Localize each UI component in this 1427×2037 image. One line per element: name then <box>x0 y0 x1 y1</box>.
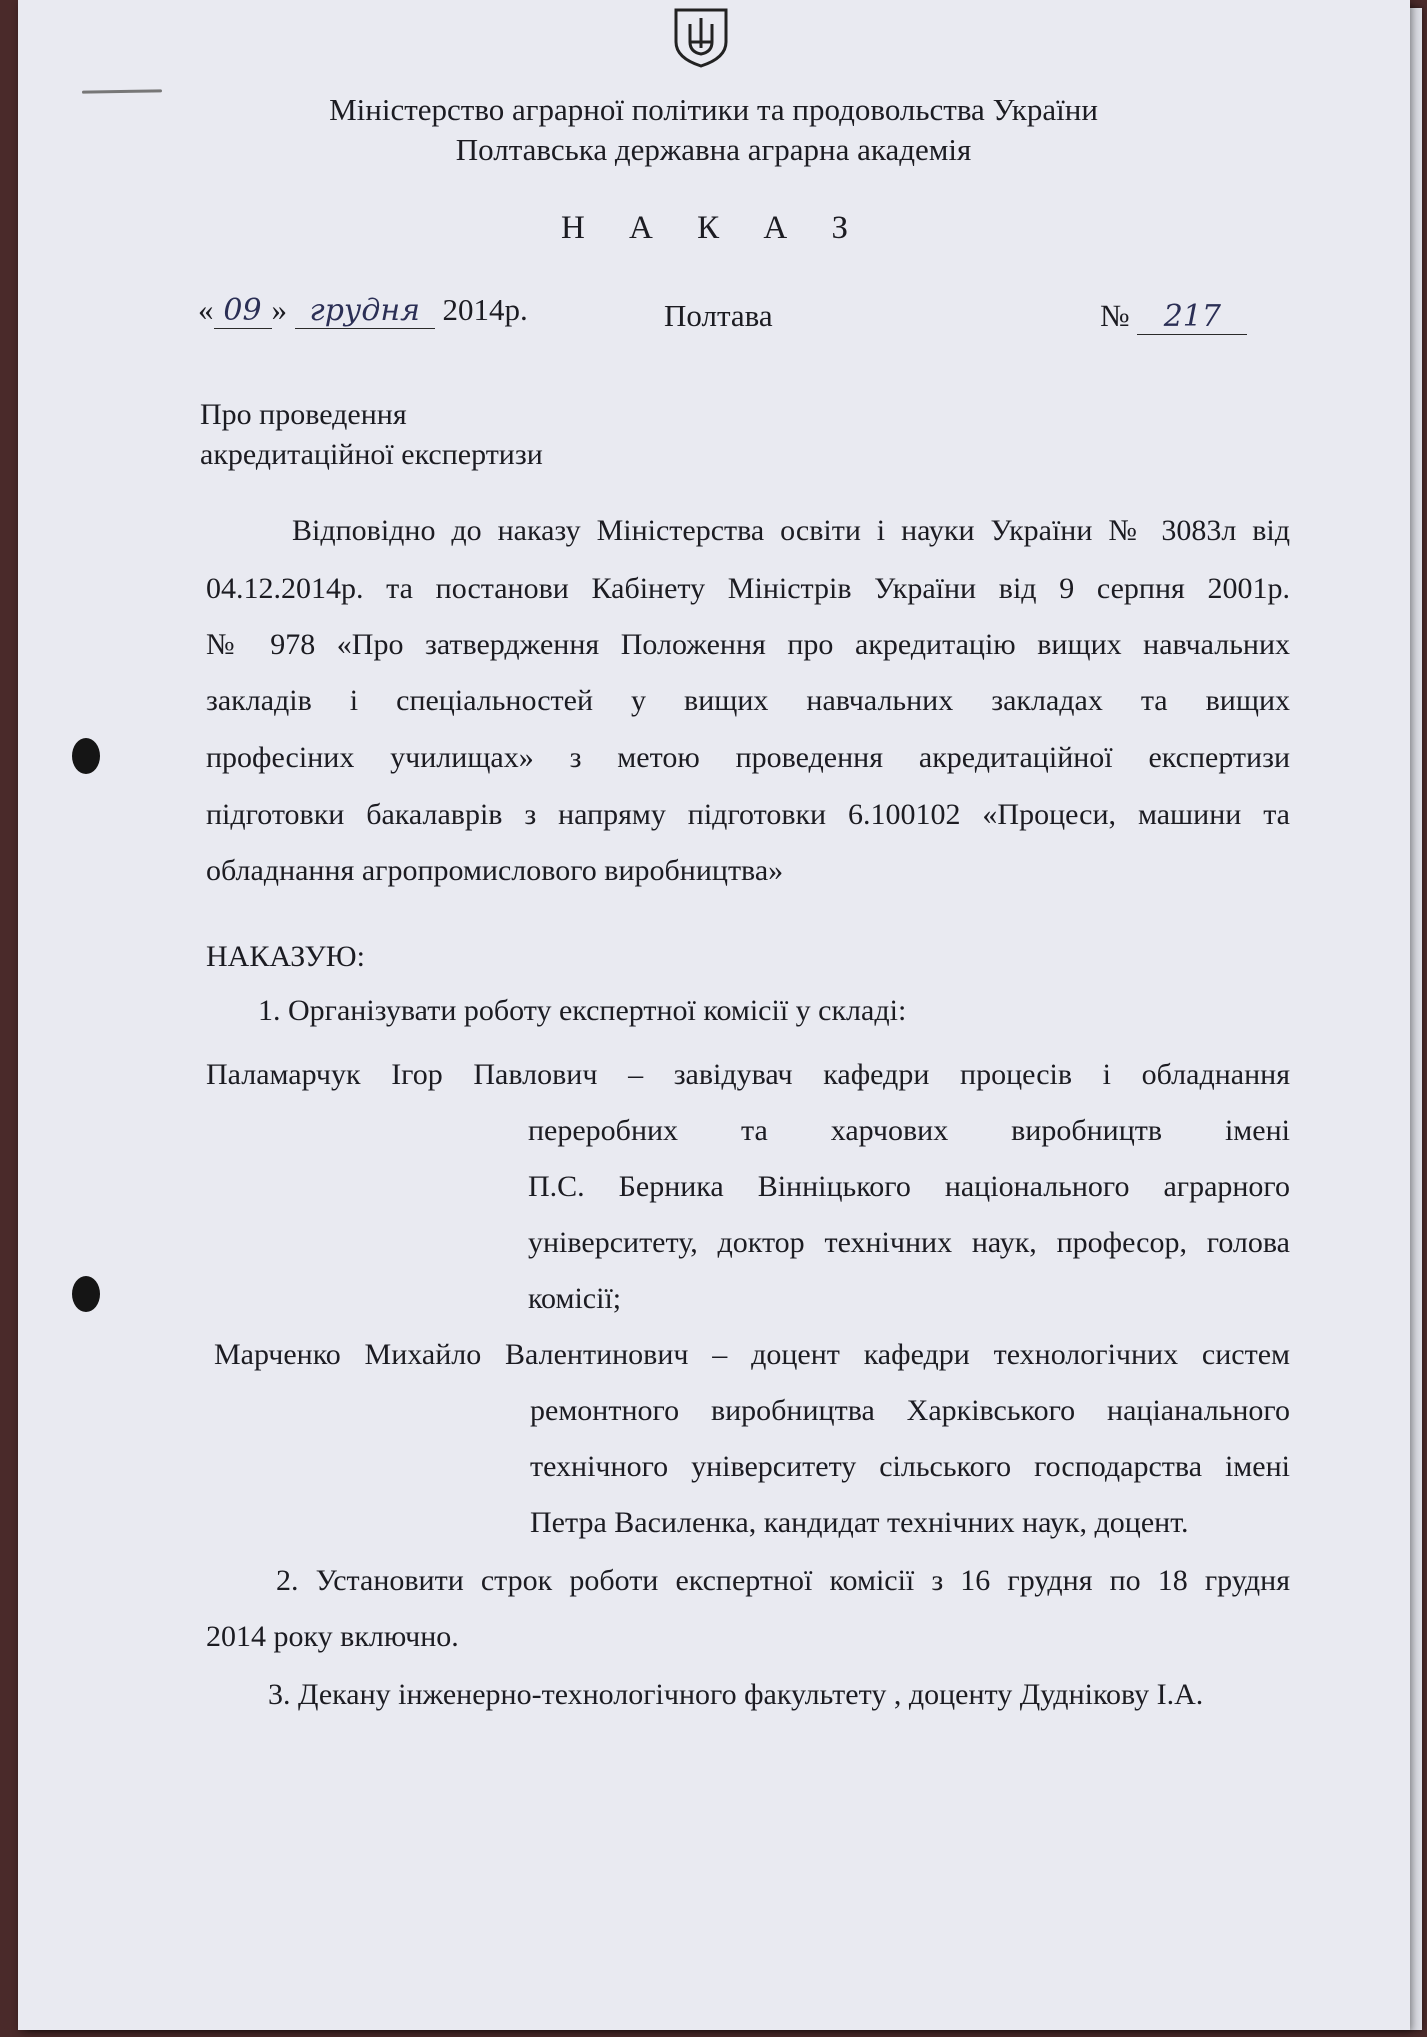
preamble-line: професіних училищах» з метою проведення акредитаційної експертизи <box>206 741 1290 774</box>
academy-name: Полтавська державна аграрна академія <box>455 132 972 167</box>
ministry-name: Міністерство аграрної політики та продовольства України <box>329 92 1098 127</box>
item-3-line: 3. Декану інженерно-технологічного факультету , доценту Дуднікову І.А. <box>268 1678 1204 1711</box>
member-line: університету, доктор технічних наук, професор, голова <box>528 1226 1290 1259</box>
member-line: технічного університету сільського господарства імені <box>530 1450 1290 1483</box>
coat-of-arms-icon <box>670 8 732 68</box>
item-2-line: 2. Установити строк роботи експертної комісії з 16 грудня по 18 грудня <box>276 1564 1290 1597</box>
member-line: ремонтного виробництва Харківського націанального <box>530 1394 1290 1427</box>
preamble-line: закладів і спеціальностей у вищих навчальних закладах та вищих <box>206 684 1290 717</box>
close-quote: » <box>271 292 287 327</box>
member-line: Марченко Михайло Валентинович – доцент кафедри технологічних систем <box>214 1338 1290 1371</box>
preamble-line: обладнання агропромислового виробництва» <box>206 854 784 887</box>
number-handwritten: 217 <box>1137 299 1247 335</box>
item-2-line: 2014 року включно. <box>206 1620 459 1653</box>
member-line: П.С. Берника Вінніцького національного аграрного <box>528 1170 1290 1203</box>
punch-hole <box>72 1276 100 1312</box>
subject-line-1: Про проведення <box>200 398 407 431</box>
subject-line-2: акредитаційної експертизи <box>200 438 543 471</box>
day-handwritten: 09 <box>214 293 272 329</box>
item-1-text: Організувати роботу експертної комісії у складі: <box>288 994 907 1027</box>
member-line: Паламарчук Ігор Павлович – завідувач кафедри процесів і обладнання <box>206 1058 1290 1091</box>
preamble-line: 04.12.2014р. та постанови Кабінету Міністрів України від 9 серпня 2001р. <box>206 572 1290 605</box>
item-1 <box>258 994 906 1028</box>
year: 2014р. <box>442 292 528 327</box>
city: Полтава <box>664 298 773 333</box>
preamble-line: № 978 «Про затвердження Положення про акредитацію вищих навчальних <box>206 628 1290 661</box>
month-handwritten: грудня <box>295 293 435 329</box>
document-title: Н А К А З <box>560 210 867 246</box>
number-sign: № <box>1100 298 1130 333</box>
member-line: Петра Василенка, кандидат технічних наук, доцент. <box>530 1506 1189 1539</box>
order-number <box>1100 298 1247 335</box>
punch-hole <box>72 738 100 774</box>
member-line: комісії; <box>528 1282 622 1315</box>
order-word: НАКАЗУЮ: <box>206 940 365 973</box>
preamble-line: підготовки бакалаврів з напряму підготовки 6.100102 «Процеси, машини та <box>206 798 1290 831</box>
date-line <box>198 292 528 329</box>
item-1-number: 1. <box>258 994 281 1027</box>
preamble-line: Відповідно до наказу Міністерства освіти і науки України № 3083л від <box>292 514 1290 547</box>
member-line: переробних та харчових виробництв імені <box>528 1114 1290 1147</box>
open-quote: « <box>198 292 214 327</box>
